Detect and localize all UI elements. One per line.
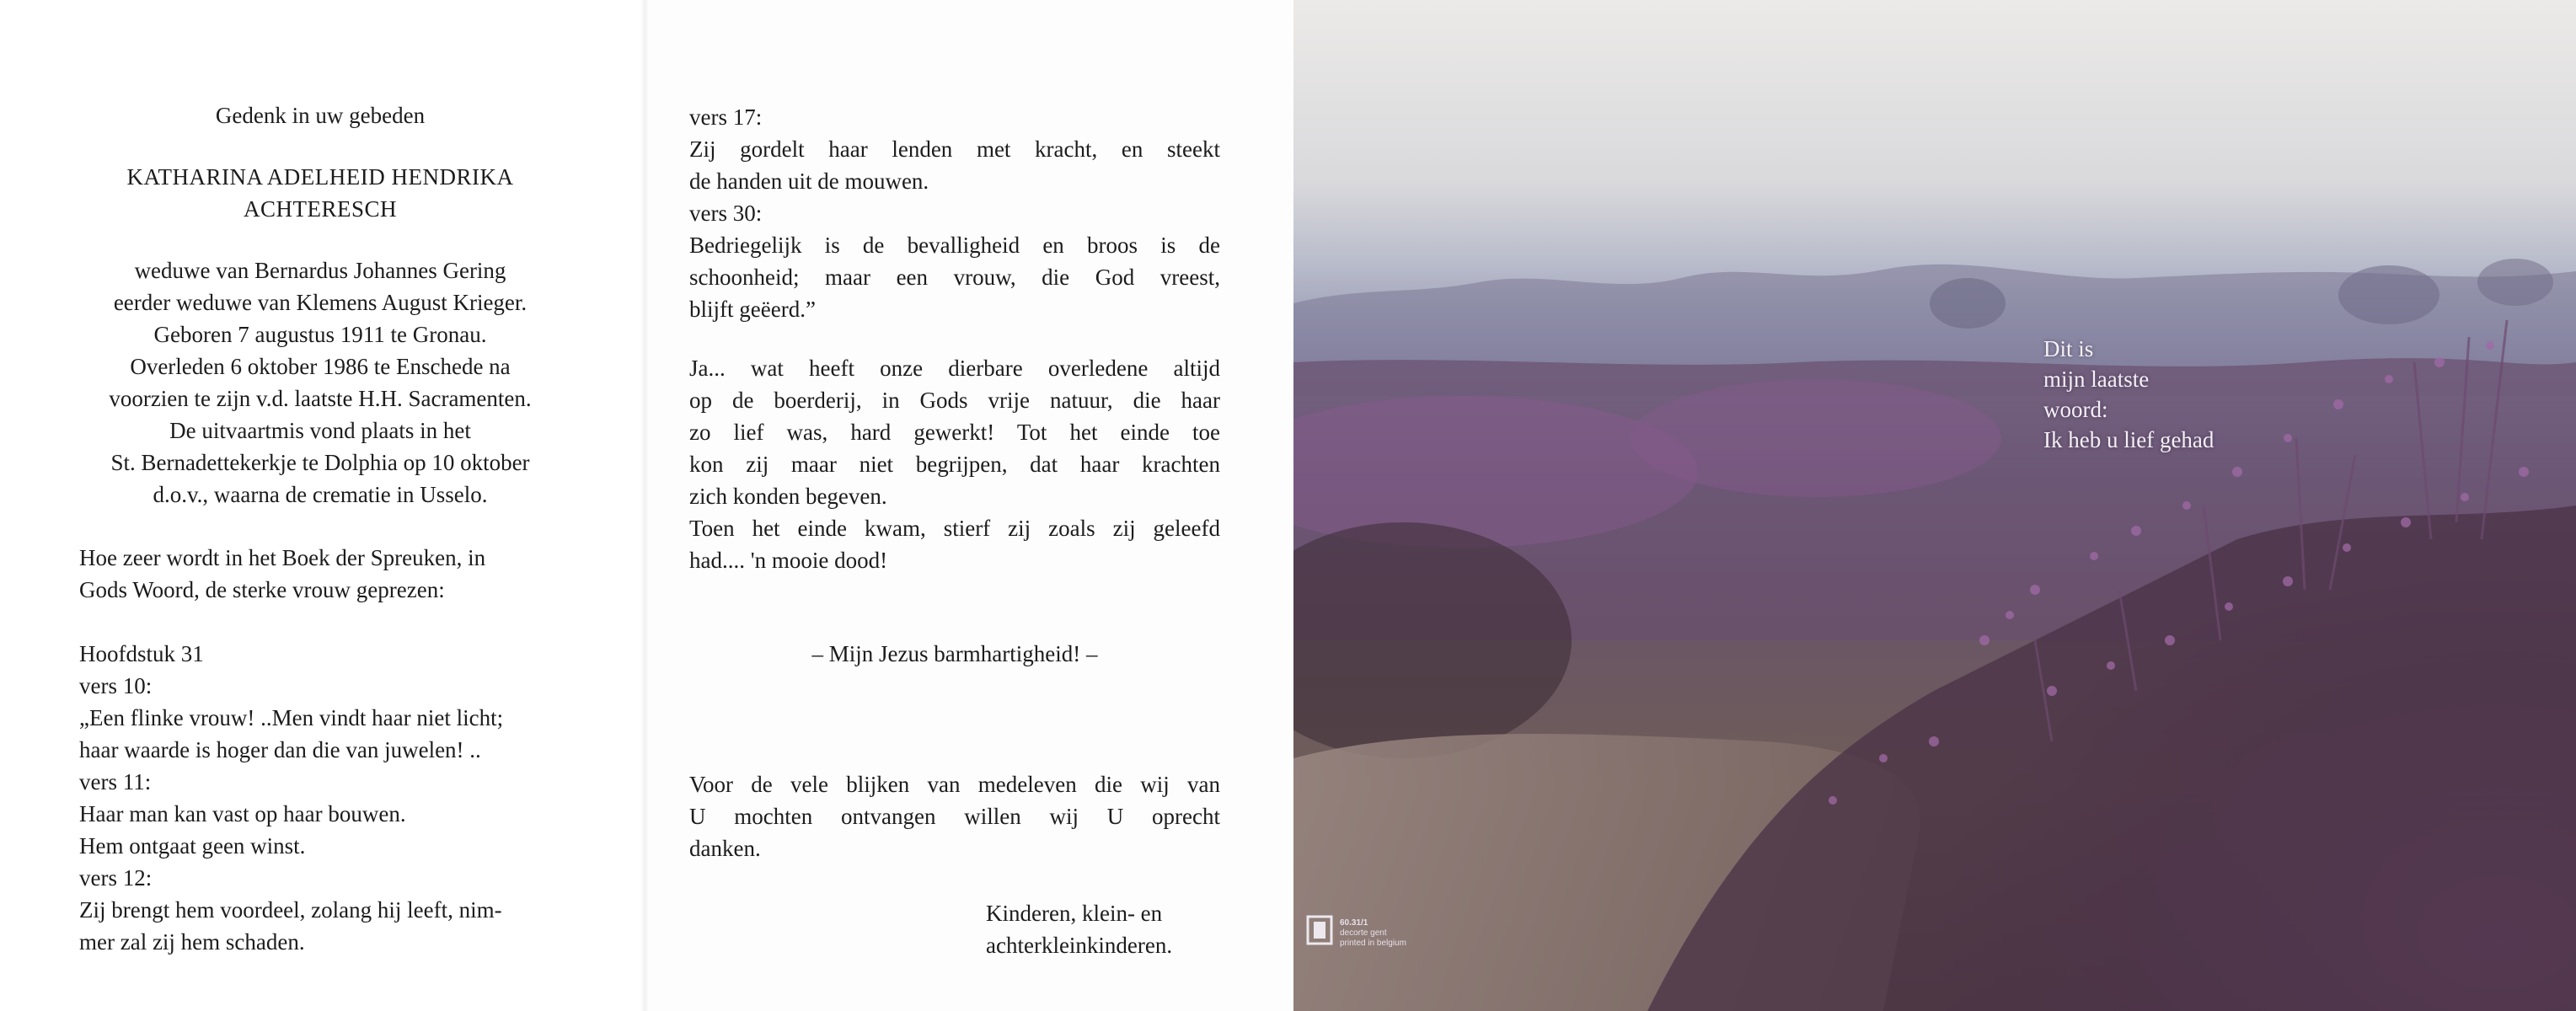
scripture-line: vers 17:	[689, 104, 763, 130]
biography-line: weduwe van Bernardus Johannes Gering	[134, 258, 506, 283]
publisher-mark	[1306, 915, 1424, 957]
scripture-line: Haar man kan vast op haar bouwen.	[79, 801, 406, 826]
scripture-left	[79, 638, 627, 958]
quote-line: mijn laatste	[2043, 366, 2150, 392]
name-line: KATHARINA ADELHEID HENDRIKA	[126, 164, 514, 190]
quote-line: Ik heb u lief gehad	[2043, 427, 2215, 452]
publisher-code: 60.31/1	[1340, 918, 1368, 928]
scripture-line: vers 12:	[79, 865, 153, 891]
reflection-line: Toen het einde kwam, stierf zij zoals zij geleefd	[689, 516, 1220, 541]
deceased-name	[34, 161, 607, 225]
scripture-line: vers 11:	[79, 769, 152, 794]
biography-line: d.o.v., waarna de crematie in Usselo.	[153, 482, 488, 507]
reflection-line: kon zij maar niet begrijpen, dat haar krachten	[689, 452, 1220, 477]
scripture-line: Hoofdstuk 31	[79, 641, 204, 666]
thanks-line: U mochten ontvangen willen wij U oprecht	[689, 804, 1220, 829]
card-heading: Gedenk in uw gebeden	[215, 103, 426, 128]
publisher-name: decorte gent	[1340, 928, 1387, 938]
reflection-line: op de boerderij, in Gods vrije natuur, die haar	[689, 388, 1220, 413]
scripture-line: vers 30:	[689, 201, 763, 226]
heather-landscape-image	[1293, 0, 2576, 1011]
thanks-line: danken.	[689, 836, 761, 861]
intro-line: Gods Woord, de sterke vrouw geprezen:	[79, 577, 445, 602]
scripture-line: Bedriegelijk is de bevalligheid en broos is de	[689, 233, 1220, 258]
scripture-line: „Een flinke vrouw! ..Men vindt haar niet licht;	[79, 705, 504, 730]
heather-landscape-photo	[1293, 0, 2576, 1011]
scripture-right	[689, 101, 1220, 325]
thanks-paragraph	[689, 768, 1220, 864]
thanks-line: Voor de vele blijken van medeleven die wij van	[689, 772, 1220, 797]
reflection-line: zo lief was, hard gewerkt! Tot het einde toe	[689, 420, 1220, 445]
scripture-line: de handen uit de mouwen.	[689, 168, 929, 194]
biography-line: St. Bernadettekerkje te Dolphia op 10 oktober	[110, 450, 530, 475]
biography-line: De uitvaartmis vond plaats in het	[169, 418, 471, 443]
publisher-text	[1340, 918, 1406, 949]
signature	[986, 897, 1239, 961]
scripture-line: Hem ontgaat geen winst.	[79, 833, 306, 859]
signature-line: Kinderen, klein- en	[986, 901, 1163, 926]
quote-line: woord:	[2043, 397, 2108, 422]
intro-paragraph	[79, 542, 619, 606]
publisher-origin: printed in belgium	[1340, 939, 1406, 948]
intro-line: Hoe zeer wordt in het Boek der Spreuken, in	[79, 545, 486, 570]
prayer-line: – Mijn Jezus barmhartigheid! –	[811, 641, 1098, 666]
biography-line: Overleden 6 oktober 1986 te Enschede na	[130, 354, 511, 379]
scripture-line: haar waarde is hoger dan die van juwelen! ..	[79, 737, 481, 762]
reflection-line: Ja... wat heeft onze dierbare overledene altijd	[689, 356, 1220, 381]
scripture-line: schoonheid; maar een vrouw, die God vreest,	[689, 265, 1220, 290]
name-line: ACHTERESCH	[243, 196, 398, 222]
scripture-line: mer zal zij hem schaden.	[79, 929, 305, 955]
quote-line: Dit is	[2043, 336, 2094, 361]
page-fold	[640, 0, 649, 1011]
signature-line: achterkleinkinderen.	[986, 933, 1173, 958]
photo-quote	[2043, 334, 2214, 455]
reflection-paragraph	[689, 352, 1220, 576]
biography	[34, 254, 607, 511]
reflection-line: zich konden begeven.	[689, 484, 887, 509]
scripture-line: Zij brengt hem voordeel, zolang hij leeft, nim-	[79, 897, 502, 923]
scripture-line: vers 10:	[79, 673, 153, 698]
biography-line: eerder weduwe van Klemens August Krieger.	[113, 290, 528, 315]
reflection-line: had.... 'n mooie dood!	[689, 548, 888, 573]
biography-line: voorzien te zijn v.d. laatste H.H. Sacramenten.	[109, 386, 532, 411]
biography-line: Geboren 7 augustus 1911 te Gronau.	[153, 322, 487, 347]
scripture-line: Zij gordelt haar lenden met kracht, en steekt	[689, 136, 1220, 162]
publisher-logo-icon	[1306, 915, 1333, 945]
scripture-line: blijft geëerd.”	[689, 297, 816, 322]
